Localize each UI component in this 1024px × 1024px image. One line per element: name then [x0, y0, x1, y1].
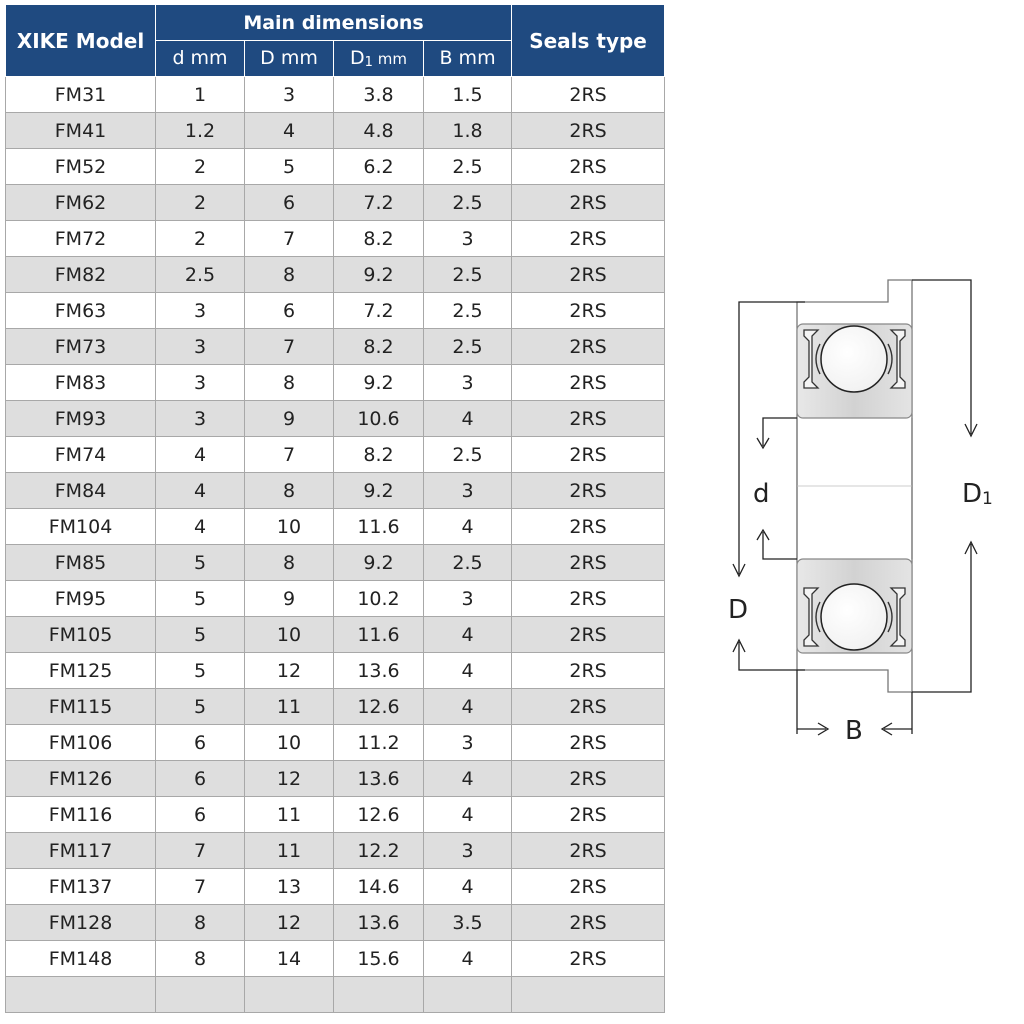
- cell-model: FM148: [6, 941, 156, 977]
- cell-B: 3: [424, 833, 512, 869]
- table-row: [6, 77, 665, 113]
- cell-seals: 2RS: [512, 689, 665, 725]
- table-row: [6, 149, 665, 185]
- table-row: [6, 185, 665, 221]
- cell-D1: 8.2: [334, 221, 424, 257]
- cell-model: FM104: [6, 509, 156, 545]
- cell-seals: 2RS: [512, 617, 665, 653]
- cell-model: FM73: [6, 329, 156, 365]
- cell-D1: 11.6: [334, 617, 424, 653]
- cell-B: 3: [424, 473, 512, 509]
- cell-model: FM83: [6, 365, 156, 401]
- cell-model: FM62: [6, 185, 156, 221]
- top-ring-section: [797, 324, 912, 418]
- cell-model: FM63: [6, 293, 156, 329]
- cell-model: FM93: [6, 401, 156, 437]
- cell-d: 2: [156, 221, 245, 257]
- cell-D1: 9.2: [334, 545, 424, 581]
- cell-model: FM105: [6, 617, 156, 653]
- cell-D: 10: [245, 509, 334, 545]
- table-row: [6, 365, 665, 401]
- cell-seals: 2RS: [512, 545, 665, 581]
- cell-model: FM126: [6, 761, 156, 797]
- blank-cell: [424, 977, 512, 1013]
- cell-model: FM137: [6, 869, 156, 905]
- cell-D1: 10.2: [334, 581, 424, 617]
- cell-seals: 2RS: [512, 149, 665, 185]
- cell-seals: 2RS: [512, 761, 665, 797]
- blank-cell: [156, 977, 245, 1013]
- table-row: [6, 653, 665, 689]
- cell-B: 4: [424, 869, 512, 905]
- cell-d: 5: [156, 689, 245, 725]
- cell-seals: 2RS: [512, 905, 665, 941]
- blank-cell: [334, 977, 424, 1013]
- cell-D: 3: [245, 77, 334, 113]
- cell-D: 9: [245, 401, 334, 437]
- bottom-ring-section: [797, 559, 912, 653]
- cell-B: 4: [424, 401, 512, 437]
- cell-model: FM115: [6, 689, 156, 725]
- cell-model: FM128: [6, 905, 156, 941]
- cell-D: 8: [245, 365, 334, 401]
- cell-seals: 2RS: [512, 437, 665, 473]
- cell-seals: 2RS: [512, 581, 665, 617]
- cell-seals: 2RS: [512, 653, 665, 689]
- cell-B: 3: [424, 581, 512, 617]
- cell-model: FM74: [6, 437, 156, 473]
- cell-seals: 2RS: [512, 401, 665, 437]
- cell-D: 8: [245, 257, 334, 293]
- cell-B: 4: [424, 689, 512, 725]
- table-row: [6, 545, 665, 581]
- cell-D: 5: [245, 149, 334, 185]
- cell-D: 11: [245, 797, 334, 833]
- cell-B: 2.5: [424, 437, 512, 473]
- cell-D: 7: [245, 221, 334, 257]
- top-ball: [821, 326, 887, 392]
- cell-d: 2: [156, 149, 245, 185]
- cell-D1: 13.6: [334, 653, 424, 689]
- table-row: [6, 761, 665, 797]
- cell-model: FM106: [6, 725, 156, 761]
- cell-B: 4: [424, 941, 512, 977]
- cell-D1: 9.2: [334, 365, 424, 401]
- cell-B: 2.5: [424, 329, 512, 365]
- table-row: [6, 905, 665, 941]
- cell-D1: 7.2: [334, 185, 424, 221]
- cell-model: FM116: [6, 797, 156, 833]
- cell-d: 6: [156, 725, 245, 761]
- cell-seals: 2RS: [512, 365, 665, 401]
- cell-D1: 11.6: [334, 509, 424, 545]
- cell-D1: 12.6: [334, 797, 424, 833]
- cell-D1: 4.8: [334, 113, 424, 149]
- cell-D1: 13.6: [334, 905, 424, 941]
- cell-D1: 10.6: [334, 401, 424, 437]
- blank-row: [6, 977, 665, 1013]
- cell-D1: 9.2: [334, 257, 424, 293]
- header-D1: $D_1$ mm: [334, 41, 424, 77]
- table-row: [6, 293, 665, 329]
- cell-D1: 11.2: [334, 725, 424, 761]
- blank-cell: [512, 977, 665, 1013]
- cell-seals: 2RS: [512, 833, 665, 869]
- cell-d: 2: [156, 185, 245, 221]
- cell-D: 11: [245, 689, 334, 725]
- cell-D: 13: [245, 869, 334, 905]
- cell-B: 3.5: [424, 905, 512, 941]
- cell-seals: 2RS: [512, 725, 665, 761]
- cell-seals: 2RS: [512, 257, 665, 293]
- table-row: [6, 869, 665, 905]
- cell-D: 6: [245, 185, 334, 221]
- cell-D1: 8.2: [334, 329, 424, 365]
- cell-d: 4: [156, 437, 245, 473]
- cell-seals: 2RS: [512, 869, 665, 905]
- cell-B: 2.5: [424, 257, 512, 293]
- header-d: d mm: [156, 41, 245, 77]
- table-row: [6, 329, 665, 365]
- cell-seals: 2RS: [512, 941, 665, 977]
- cell-D: 8: [245, 545, 334, 581]
- cell-D: 14: [245, 941, 334, 977]
- table-row: [6, 221, 665, 257]
- cell-D: 7: [245, 437, 334, 473]
- cell-D: 10: [245, 617, 334, 653]
- cell-d: 5: [156, 545, 245, 581]
- header-D: D mm: [245, 41, 334, 77]
- cell-seals: 2RS: [512, 221, 665, 257]
- header-seals-type: Seals type: [512, 5, 665, 77]
- cell-d: 1.2: [156, 113, 245, 149]
- bearing-diagram: [700, 262, 1000, 752]
- cell-B: 4: [424, 797, 512, 833]
- cell-seals: 2RS: [512, 185, 665, 221]
- cell-d: 7: [156, 833, 245, 869]
- cell-d: 5: [156, 617, 245, 653]
- D-label: D: [728, 595, 749, 625]
- cell-D1: 8.2: [334, 437, 424, 473]
- cell-D: 11: [245, 833, 334, 869]
- cell-d: 2.5: [156, 257, 245, 293]
- table-row: [6, 509, 665, 545]
- table-row: [6, 725, 665, 761]
- table-row: [6, 833, 665, 869]
- cell-model: FM72: [6, 221, 156, 257]
- header-B: B mm: [424, 41, 512, 77]
- cell-D: 6: [245, 293, 334, 329]
- cell-seals: 2RS: [512, 797, 665, 833]
- cell-model: FM125: [6, 653, 156, 689]
- cell-B: 2.5: [424, 545, 512, 581]
- cell-B: 3: [424, 725, 512, 761]
- table-row: [6, 581, 665, 617]
- cell-D1: 7.2: [334, 293, 424, 329]
- table-row: [6, 473, 665, 509]
- cell-d: 3: [156, 401, 245, 437]
- cell-d: 1: [156, 77, 245, 113]
- table-row: [6, 797, 665, 833]
- cell-D1: 9.2: [334, 473, 424, 509]
- header-main-dimensions: Main dimensions: [156, 5, 512, 41]
- cell-model: FM52: [6, 149, 156, 185]
- cell-model: FM84: [6, 473, 156, 509]
- cell-D: 4: [245, 113, 334, 149]
- cell-d: 7: [156, 869, 245, 905]
- header-model: XIKE Model: [6, 5, 156, 77]
- cell-d: 5: [156, 581, 245, 617]
- cell-d: 4: [156, 509, 245, 545]
- cell-d: 6: [156, 797, 245, 833]
- cell-B: 3: [424, 221, 512, 257]
- cell-B: 2.5: [424, 149, 512, 185]
- cell-D1: 3.8: [334, 77, 424, 113]
- cell-seals: 2RS: [512, 473, 665, 509]
- blank-cell: [6, 977, 156, 1013]
- cell-seals: 2RS: [512, 293, 665, 329]
- cell-d: 3: [156, 365, 245, 401]
- cell-d: 8: [156, 905, 245, 941]
- table-row: [6, 113, 665, 149]
- cell-model: FM41: [6, 113, 156, 149]
- cell-D: 12: [245, 653, 334, 689]
- cell-seals: 2RS: [512, 329, 665, 365]
- table-row: [6, 401, 665, 437]
- cell-d: 3: [156, 329, 245, 365]
- blank-cell: [245, 977, 334, 1013]
- table-row: [6, 257, 665, 293]
- cell-model: FM31: [6, 77, 156, 113]
- bearing-spec-table: [5, 4, 665, 1013]
- D1-label: D1: [962, 479, 993, 509]
- table-row: [6, 689, 665, 725]
- cell-d: 8: [156, 941, 245, 977]
- bottom-ball: [821, 584, 887, 650]
- cell-D1: 12.6: [334, 689, 424, 725]
- cell-D1: 13.6: [334, 761, 424, 797]
- cell-d: 5: [156, 653, 245, 689]
- cell-D: 8: [245, 473, 334, 509]
- cell-D: 10: [245, 725, 334, 761]
- cell-model: FM82: [6, 257, 156, 293]
- cell-B: 1.8: [424, 113, 512, 149]
- cell-B: 2.5: [424, 293, 512, 329]
- cell-model: FM85: [6, 545, 156, 581]
- cell-d: 4: [156, 473, 245, 509]
- cell-seals: 2RS: [512, 509, 665, 545]
- table-row: [6, 617, 665, 653]
- cell-B: 4: [424, 761, 512, 797]
- table-row: [6, 941, 665, 977]
- cell-B: 4: [424, 653, 512, 689]
- cell-d: 3: [156, 293, 245, 329]
- cell-D1: 6.2: [334, 149, 424, 185]
- cell-seals: 2RS: [512, 77, 665, 113]
- B-label: B: [845, 716, 863, 746]
- cell-B: 4: [424, 617, 512, 653]
- cell-D1: 14.6: [334, 869, 424, 905]
- cell-D: 7: [245, 329, 334, 365]
- cell-D1: 12.2: [334, 833, 424, 869]
- cell-D: 12: [245, 905, 334, 941]
- cell-D1: 15.6: [334, 941, 424, 977]
- cell-seals: 2RS: [512, 113, 665, 149]
- cell-model: FM95: [6, 581, 156, 617]
- cell-B: 4: [424, 509, 512, 545]
- cell-D: 9: [245, 581, 334, 617]
- table-row: [6, 437, 665, 473]
- cell-d: 6: [156, 761, 245, 797]
- cell-B: 2.5: [424, 185, 512, 221]
- spec-table-body: [6, 77, 665, 1013]
- cell-B: 3: [424, 365, 512, 401]
- cell-B: 1.5: [424, 77, 512, 113]
- cell-D: 12: [245, 761, 334, 797]
- d-label: d: [753, 479, 770, 509]
- cell-model: FM117: [6, 833, 156, 869]
